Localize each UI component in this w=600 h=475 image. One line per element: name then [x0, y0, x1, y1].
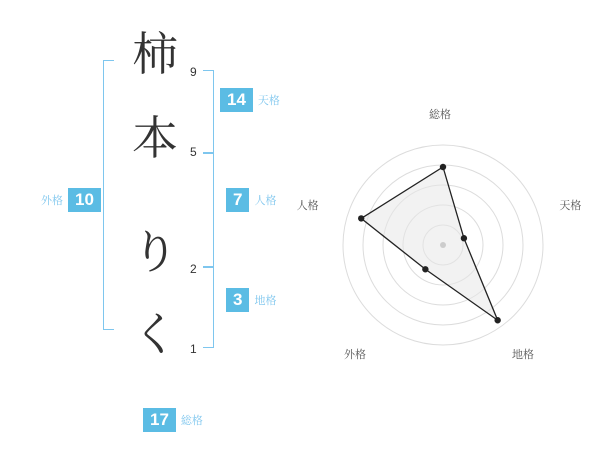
name-character-2: 本: [132, 113, 178, 164]
axis-label-soukaku: 総格: [429, 109, 451, 121]
name-breakdown-panel: [0, 0, 300, 470]
name-character-4: く: [132, 309, 178, 360]
jinkaku-value: 7: [226, 188, 249, 212]
axis-label-chikaku: 地格: [512, 349, 534, 362]
gekaku-bracket: [103, 60, 114, 330]
stroke-count-2: 5: [190, 145, 197, 159]
soukaku-label: 総格: [180, 415, 203, 427]
axis-label-jinkaku: 人格: [296, 199, 319, 212]
jinkaku-bracket: [203, 152, 214, 268]
radar-chart: [296, 0, 600, 470]
chikaku-value: 3: [226, 288, 249, 312]
tenkaku-score: [220, 88, 280, 112]
axis-label-gekaku: 外格: [343, 349, 366, 362]
gekaku-score: [41, 188, 101, 212]
soukaku-score: [143, 408, 203, 432]
radar-chart-svg: [300, 0, 600, 470]
tenkaku-value: 14: [220, 88, 253, 112]
tenkaku-bracket: [203, 70, 214, 154]
soukaku-value: 17: [143, 408, 176, 432]
name-character-3: り: [132, 227, 178, 278]
stroke-count-1: 9: [190, 65, 197, 79]
chikaku-bracket: [203, 266, 214, 348]
gekaku-label: 外格: [41, 195, 63, 207]
axis-label-tenkaku: 天格: [559, 199, 582, 212]
stroke-count-3: 2: [190, 262, 197, 276]
jinkaku-score: [226, 188, 276, 212]
stroke-count-4: 1: [190, 342, 197, 356]
name-character-1: 柿: [132, 29, 178, 80]
chikaku-label: 地格: [254, 295, 277, 307]
chikaku-score: [226, 288, 276, 312]
gekaku-value: 10: [68, 188, 101, 212]
jinkaku-label: 人格: [254, 195, 277, 207]
tenkaku-label: 天格: [257, 95, 280, 107]
